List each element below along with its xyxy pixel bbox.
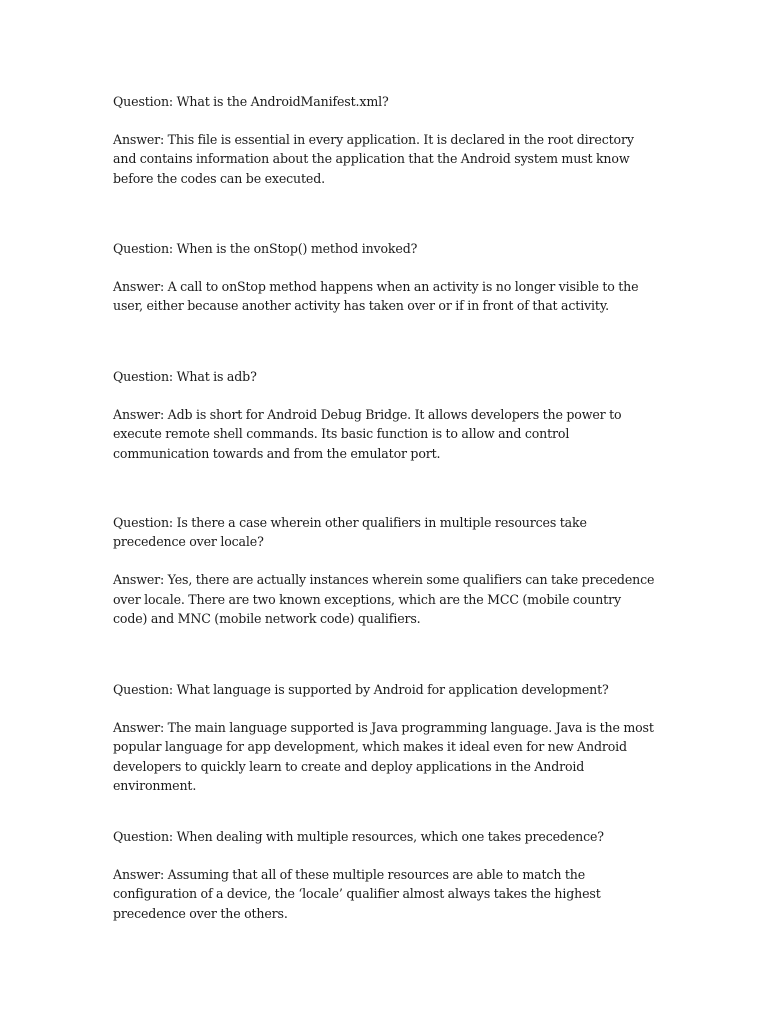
answer-text: Answer: Assuming that all of these multiple resources are able to match the configuration of a device, the ‘locale’ qualifier almost always takes the highest precedence over the others. [113,867,601,921]
qa-block [113,513,658,628]
answer-text: Answer: This file is essential in every application. It is declared in the root directory and contains information about the application that the Android system must know before the codes can be executed. [113,132,634,186]
question-text: Question: Is there a case wherein other qualifiers in multiple resources take precedence over locale? [113,515,587,550]
answer-text: Answer: The main language supported is Java programming language. Java is the most popular language for app development, which makes it ideal even for new Android developers to quickly learn to create and deploy applications in the Android environment. [113,720,654,793]
answer-text: Answer: Yes, there are actually instances wherein some qualifiers can take precedence over locale. There are two known exceptions, which are the MCC (mobile country code) and MNC (mobile network code) qualifiers. [113,572,655,626]
question-text: Question: What is adb? [113,369,257,384]
qa-block [113,367,658,463]
question-text: Question: When is the onStop() method invoked? [113,241,418,256]
qa-block [113,239,658,316]
qa-block [113,680,658,795]
question-text: Question: When dealing with multiple resources, which one takes precedence? [113,829,604,844]
question-text: Question: What language is supported by Android for application development? [113,682,609,697]
qa-block [113,827,658,923]
answer-text: Answer: Adb is short for Android Debug Bridge. It allows developers the power to execute remote shell commands. Its basic function is to allow and control communication towards and from the emulator port. [113,407,622,461]
question-text: Question: What is the AndroidManifest.xml? [113,94,389,109]
qa-block [113,92,658,188]
answer-text: Answer: A call to onStop method happens when an activity is no longer visible to the user, either because another activity has taken over or if in front of that activity. [113,279,639,314]
